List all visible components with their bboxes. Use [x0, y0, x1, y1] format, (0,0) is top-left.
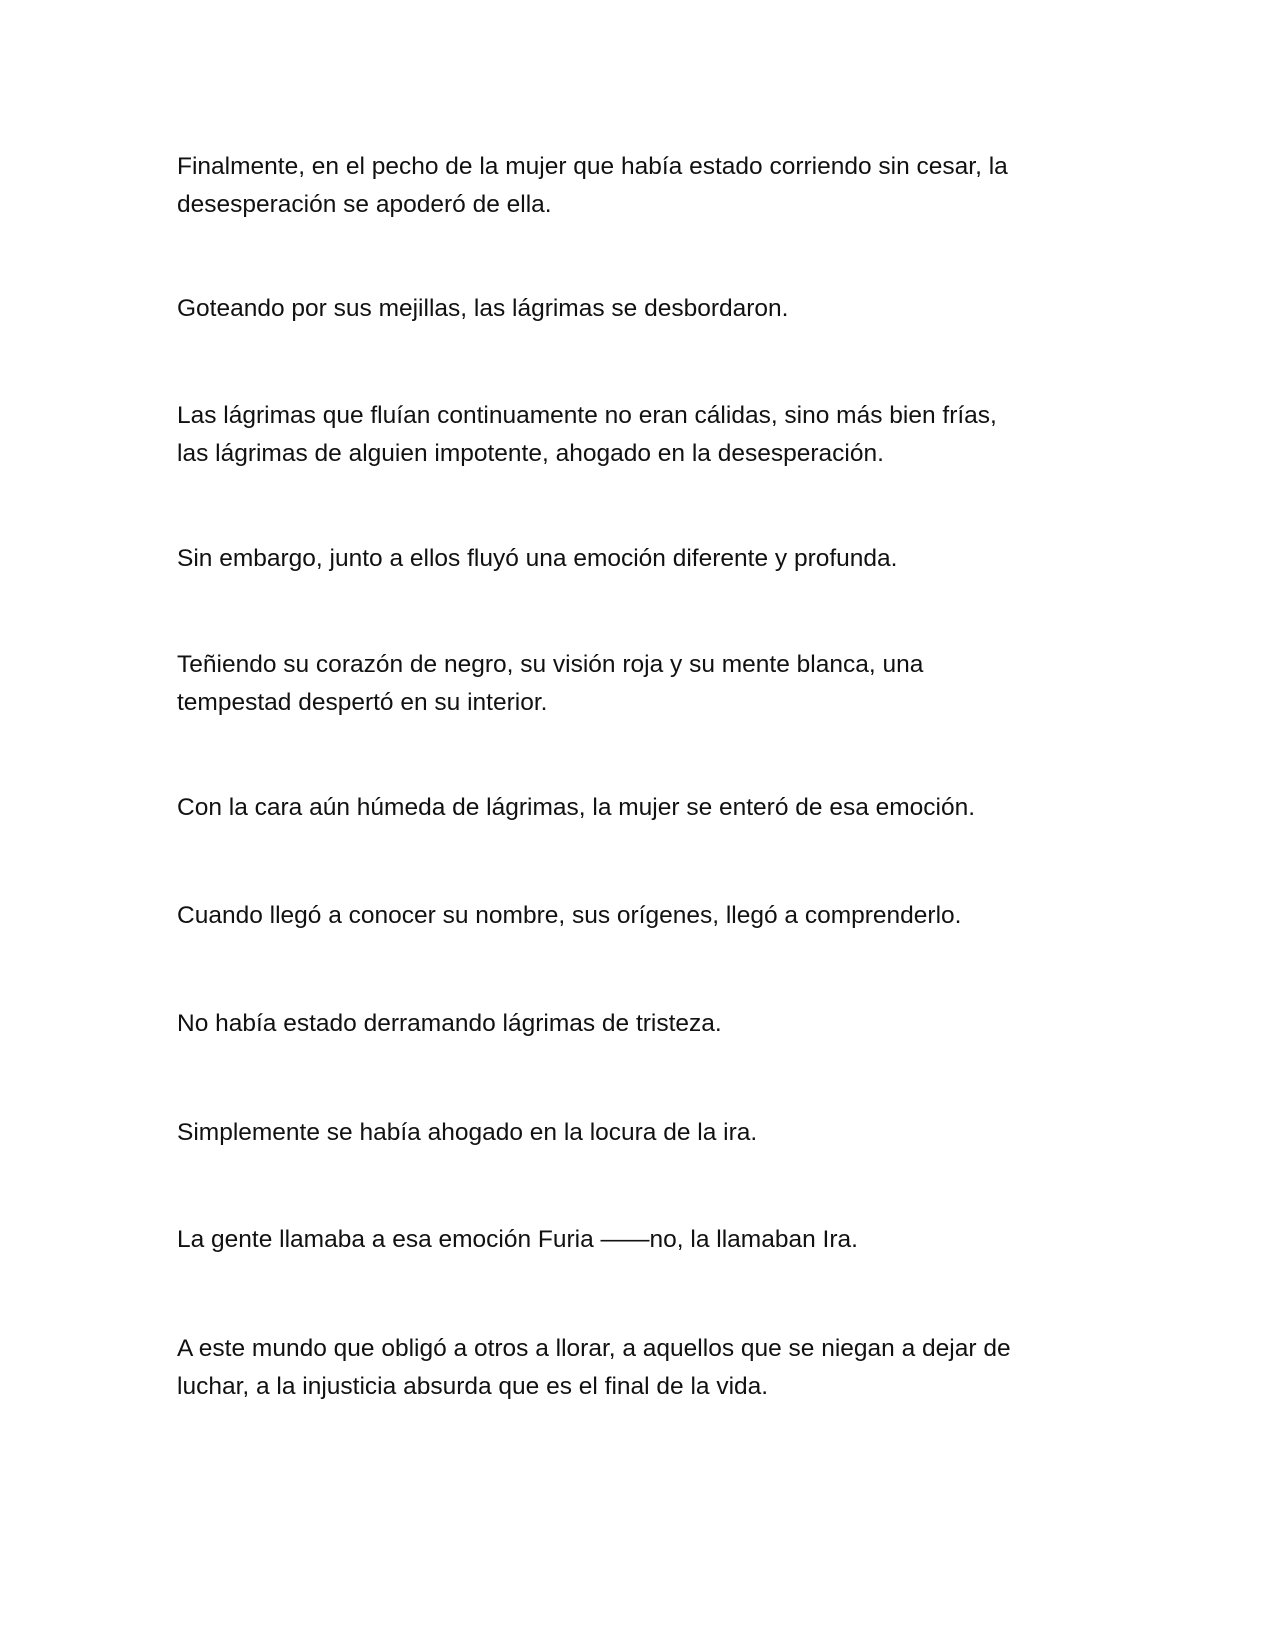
paragraph-line: Teñiendo su corazón de negro, su visión roja y su mente blanca, una [177, 651, 924, 678]
paragraph-11 [177, 1330, 1117, 1406]
paragraph-line: La gente llamaba a esa emoción Furia ——no, la llamaban Ira. [177, 1226, 858, 1253]
paragraph-6 [177, 789, 1117, 827]
paragraph-line: Goteando por sus mejillas, las lágrimas se desbordaron. [177, 295, 789, 322]
paragraph-8 [177, 1005, 1117, 1043]
paragraph-line: Finalmente, en el pecho de la mujer que había estado corriendo sin cesar, la [177, 153, 1008, 180]
paragraph-1 [177, 148, 1117, 224]
paragraph-5 [177, 646, 1117, 722]
paragraph-4 [177, 540, 1117, 578]
paragraph-9 [177, 1114, 1117, 1152]
paragraph-3 [177, 397, 1117, 473]
paragraph-line: Las lágrimas que fluían continuamente no eran cálidas, sino más bien frías, [177, 402, 997, 429]
paragraph-line: tempestad despertó en su interior. [177, 689, 548, 716]
paragraph-line: luchar, a la injusticia absurda que es el final de la vida. [177, 1373, 769, 1400]
paragraph-line: Sin embargo, junto a ellos fluyó una emoción diferente y profunda. [177, 545, 898, 572]
paragraph-line: Simplemente se había ahogado en la locura de la ira. [177, 1119, 758, 1146]
paragraph-line: No había estado derramando lágrimas de tristeza. [177, 1010, 722, 1037]
paragraph-line: desesperación se apoderó de ella. [177, 191, 552, 218]
paragraph-line: Cuando llegó a conocer su nombre, sus orígenes, llegó a comprenderlo. [177, 902, 962, 929]
paragraph-line: Con la cara aún húmeda de lágrimas, la mujer se enteró de esa emoción. [177, 794, 976, 821]
paragraph-7 [177, 897, 1117, 935]
paragraph-10 [177, 1221, 1117, 1259]
paragraph-2 [177, 290, 1117, 328]
paragraph-line: las lágrimas de alguien impotente, ahogado en la desesperación. [177, 440, 884, 467]
paragraph-line: A este mundo que obligó a otros a llorar, a aquellos que se niegan a dejar de [177, 1335, 1011, 1362]
